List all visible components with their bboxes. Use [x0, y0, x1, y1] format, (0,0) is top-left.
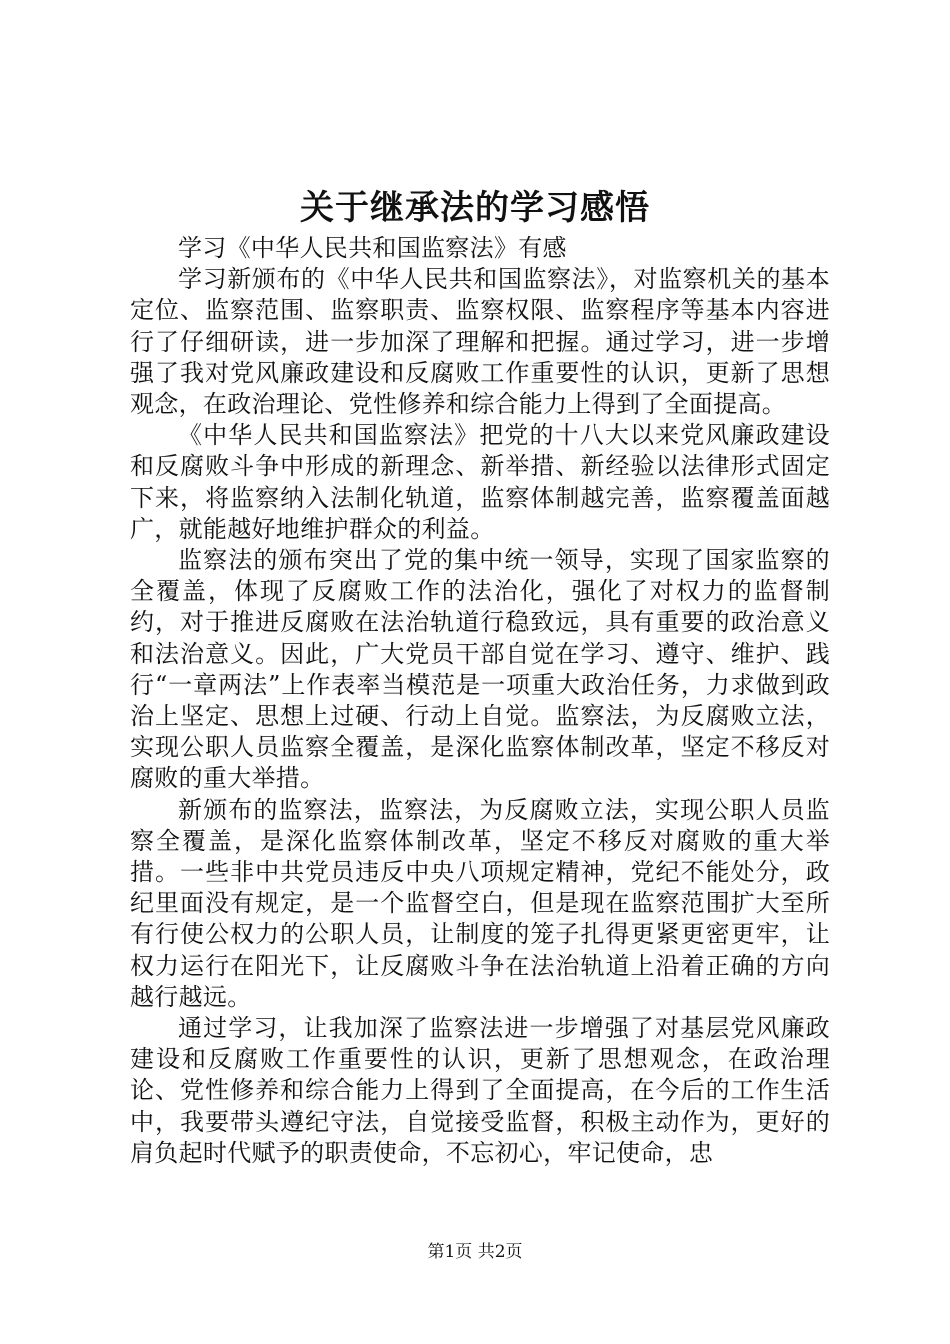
paragraph-subtitle: 学习《中华人民共和国监察法》有感 — [178, 234, 567, 262]
paragraph: 学习新颁布的《中华人民共和国监察法》，对监察机关的基本定位、监察范围、监察职责、监察权限、监察程序等基本内容进行了仔细研读，进一步加深了理解和把握。通过学习，进一步增强了我对党风廉政建设和反腐败工作重要性的认识，更新了思想观念，在政治理论、党性修养和综合能力上得到了全面提高。 — [130, 265, 830, 419]
page-number: 第1页 共2页 — [427, 1242, 523, 1262]
document-title: 关于继承法的学习感悟 — [300, 188, 650, 228]
paragraph: 《中华人民共和国监察法》把党的十八大以来党风廉政建设和反腐败斗争中形成的新理念、新举措、新经验以法律形式固定下来，将监察纳入法制化轨道，监察体制越完善，监察覆盖面越广，就能越好地维护群众的利益。 — [130, 421, 830, 543]
paragraph: 通过学习，让我加深了监察法进一步增强了对基层党风廉政建设和反腐败工作重要性的认识，更新了思想观念，在政治理论、党性修养和综合能力上得到了全面提高，在今后的工作生活中，我要带头遵纪守法，自觉接受监督，积极主动作为，更好的肩负起时代赋予的职责使命，不忘初心，牢记使命，忠 — [130, 1014, 830, 1167]
document-body — [130, 233, 830, 1169]
paragraph: 监察法的颁布突出了党的集中统一领导，实现了国家监察的全覆盖，体现了反腐败工作的法治化，强化了对权力的监督制约，对于推进反腐败在法治轨道行稳致远，具有重要的政治意义和法治意义。因此，广大党员干部自觉在学习、遵守、维护、践行“一章两法”上作表率当模范是一项重大政治任务，力求做到政治上坚定、思想上过硬、行动上自觉。监察法，为反腐败立法，实现公职人员监察全覆盖，是深化监察体制改革，坚定不移反对腐败的重大举措。 — [130, 546, 830, 793]
paragraph: 新颁布的监察法，监察法，为反腐败立法，实现公职人员监察全覆盖，是深化监察体制改革，坚定不移反对腐败的重大举措。一些非中共党员违反中央八项规定精神，党纪不能处分，政纪里面没有规定，是一个监督空白，但是现在监察范围扩大至所有行使公权力的公职人员，让制度的笼子扎得更紧更密更牢，让权力运行在阳光下，让反腐败斗争在法治轨道上沿着正确的方向越行越远。 — [130, 795, 830, 1011]
